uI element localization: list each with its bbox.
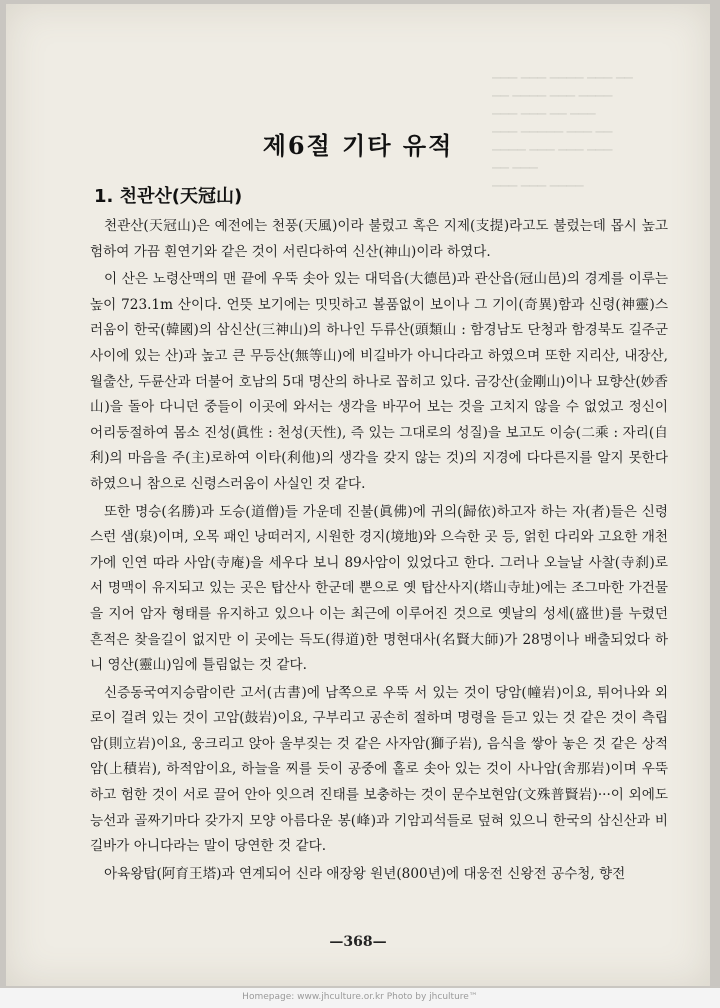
section-heading: 1. 천관산(天冠山) (94, 186, 243, 207)
body-text (90, 214, 668, 889)
footer-strip (0, 988, 720, 1008)
bleed-through-text: ▁▁▁ ▁▁▁ ▁▁▁▁ ▁▁▁ ▁▁ ▁▁ ▁▁▁▁ ▁▁▁ ▁▁▁▁ ▁▁▁ ▁▁▁ ▁▁ ▁▁▁ ▁▁▁ ▁▁▁▁▁ ▁▁▁ ▁▁ ▁▁▁▁ ▁▁▁ ▁▁▁ ▁▁▁ ▁▁ ▁▁▁ ▁▁▁ ▁▁▁ ▁▁▁▁ (492, 66, 633, 187)
paragraph: 천관산(天冠山)은 예전에는 천풍(天風)이라 불렀고 혹은 지제(支提)라고도 불렀는데 몹시 높고 험하여 가끔 흰연기와 같은 것이 서린다하여 신산(神山)이라 하였다. (90, 218, 668, 260)
paragraph: 아육왕탑(阿育王塔)과 연계되어 신라 애장왕 원년(800년)에 대웅전 신왕전 공수청, 향전 (104, 865, 626, 882)
footer-credit: Homepage: www.jhculture.or.kr Photo by jhculture™ (242, 992, 478, 1002)
document-page (6, 4, 710, 986)
paragraph: 또한 명승(名勝)과 도승(道僧)들 가운데 진불(眞佛)에 귀의(歸依)하고자 하는 자(者)들은 신령스런 샘(泉)이며, 오목 패인 낭떠러지, 시원한 경지(境地)와 으슥한 곳 등, 얽힌 다리와 고요한 개천가에 인연 따라 사암(寺庵)을 세우다 보니 89사암이 있었다고 한다. 그러나 오늘날 사찰(寺刹)로서 명맥이 유지되고 있는 곳은 탑산사 한군데 뿐으로 옛 탑산사지(塔山寺址)에는 조그마한 가건물을 지어 암자 형태를 유지하고 있으나 이는 최근에 이루어진 것으로 옛날의 성세(盛世)를 누렸던 흔적은 찾을길이 없지만 이 곳에는 득도(得道)한 명현대사(名賢大師)가 28명이나 배출되었다 하니 영산(靈山)임에 틀림없는 것 같다. (90, 503, 668, 674)
paragraph: 신증동국여지승람이란 고서(古書)에 남쪽으로 우뚝 서 있는 것이 당암(幢岩)이요, 튀어나와 외로이 걸려 있는 것이 고암(鼓岩)이요, 구부리고 공손히 절하며 명령을 듣고 있는 것 같은 것이 측립암(則立岩)이요, 웅크리고 앉아 울부짖는 것 같은 사자암(獅子岩), 음식을 쌓아 놓은 것 같은 상적암(上積岩), 하적암이요, 하늘을 찌를 듯이 공중에 홀로 솟아 있는 것이 사나암(舍那岩)이며 우뚝하고 험한 것이 서로 끌어 안아 잇으려 진태를 보충하는 것이 문수보현암(文殊普賢岩)···이 외에도 능선과 골짜기마다 갖가지 모양 아름다운 봉(峰)과 기암괴석들로 덮혀 있으니 한국의 삼신산과 비길바가 아니다라는 말이 당연한 것 같다. (90, 684, 668, 855)
chapter-title: 제6절 기타 유적 (262, 131, 454, 160)
paragraph: 이 산은 노령산맥의 맨 끝에 우뚝 솟아 있는 대덕읍(大德邑)과 관산읍(冠山邑)의 경계를 이루는 높이 723.1m 산이다. 언뜻 보기에는 밋밋하고 볼품없이 보이나 그 기이(奇異)함과 신령(神靈)스러움이 한국(韓國)의 삼신산(三神山)의 하나인 두류산(頭類山 : 함경남도 단청과 함경북도 길주군 사이에 있는 산)과 높고 큰 무등산(無等山)에 비길바가 아니다라고 하였으며 또한 지리산, 내장산, 월출산, 두륜산과 더불어 호남의 5대 명산의 하나로 꼽히고 있다. 금강산(金剛山)이나 묘향산(妙香山)을 돌아 다니던 중들이 이곳에 와서는 생각을 바꾸어 보는 것을 고치지 않을 수 없었고 정신이 어리둥절하여 몸소 진성(眞性 : 천성(天性), 즉 있는 그대로의 성질)을 보고도 이승(二乘 : 자리(自利)의 마음을 주(主)로하여 이타(利他)의 생각을 갖지 않는 것)의 지경에 다다른지를 알지 못한다 하였으니 참으로 신령스러움이 사실인 것 같다. (90, 271, 668, 492)
page-number: —368— (329, 934, 387, 950)
